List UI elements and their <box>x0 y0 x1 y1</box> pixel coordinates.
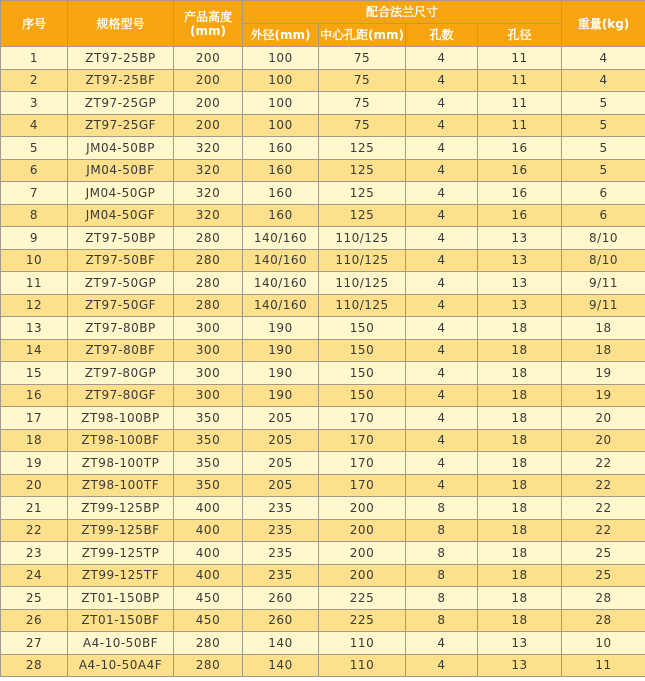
outer-diameter-cell: 140 <box>243 654 319 677</box>
weight-cell: 4 <box>562 47 645 70</box>
height-cell: 300 <box>174 317 243 340</box>
model-cell: JM04-50GP <box>68 182 174 205</box>
hole-count-cell: 4 <box>406 92 478 115</box>
model-cell: ZT97-50GP <box>68 272 174 295</box>
table-row <box>1 474 645 497</box>
height-cell: 350 <box>174 407 243 430</box>
table-row <box>1 429 645 452</box>
header-weight: 重量(kg) <box>562 1 645 47</box>
hole-diameter-cell: 16 <box>478 137 562 160</box>
model-cell: ZT98-100TF <box>68 474 174 497</box>
model-cell: ZT98-100BF <box>68 429 174 452</box>
table-row <box>1 204 645 227</box>
center-distance-cell: 110/125 <box>319 227 406 250</box>
table-row <box>1 137 645 160</box>
hole-count-cell: 4 <box>406 159 478 182</box>
outer-diameter-cell: 160 <box>243 204 319 227</box>
table-row <box>1 587 645 610</box>
weight-cell: 22 <box>562 474 645 497</box>
hole-diameter-cell: 18 <box>478 497 562 520</box>
outer-diameter-cell: 235 <box>243 497 319 520</box>
center-distance-cell: 200 <box>319 497 406 520</box>
hole-count-cell: 4 <box>406 632 478 655</box>
hole-count-cell: 4 <box>406 204 478 227</box>
center-distance-cell: 200 <box>319 519 406 542</box>
seq-cell: 28 <box>1 654 68 677</box>
seq-cell: 18 <box>1 429 68 452</box>
weight-cell: 28 <box>562 609 645 632</box>
seq-cell: 20 <box>1 474 68 497</box>
seq-cell: 23 <box>1 542 68 565</box>
hole-count-cell: 4 <box>406 452 478 475</box>
table-row <box>1 182 645 205</box>
weight-cell: 8/10 <box>562 249 645 272</box>
height-cell: 450 <box>174 609 243 632</box>
table-row <box>1 407 645 430</box>
model-cell: ZT99-125BP <box>68 497 174 520</box>
hole-diameter-cell: 13 <box>478 272 562 295</box>
hole-diameter-cell: 18 <box>478 317 562 340</box>
outer-diameter-cell: 100 <box>243 114 319 137</box>
height-cell: 400 <box>174 542 243 565</box>
height-cell: 280 <box>174 272 243 295</box>
hole-count-cell: 4 <box>406 429 478 452</box>
model-cell: ZT97-50BP <box>68 227 174 250</box>
height-cell: 350 <box>174 452 243 475</box>
outer-diameter-cell: 235 <box>243 519 319 542</box>
center-distance-cell: 170 <box>319 407 406 430</box>
height-cell: 400 <box>174 497 243 520</box>
seq-cell: 14 <box>1 339 68 362</box>
seq-cell: 11 <box>1 272 68 295</box>
hole-count-cell: 4 <box>406 182 478 205</box>
table-row <box>1 339 645 362</box>
model-cell: ZT97-25GP <box>68 92 174 115</box>
weight-cell: 8/10 <box>562 227 645 250</box>
header-hole-diameter: 孔径 <box>478 24 562 47</box>
center-distance-cell: 110/125 <box>319 272 406 295</box>
hole-count-cell: 4 <box>406 137 478 160</box>
hole-diameter-cell: 18 <box>478 564 562 587</box>
height-cell: 200 <box>174 69 243 92</box>
center-distance-cell: 200 <box>319 542 406 565</box>
weight-cell: 11 <box>562 654 645 677</box>
hole-count-cell: 8 <box>406 564 478 587</box>
model-cell: ZT97-80BP <box>68 317 174 340</box>
hole-count-cell: 4 <box>406 294 478 317</box>
hole-diameter-cell: 11 <box>478 114 562 137</box>
center-distance-cell: 125 <box>319 159 406 182</box>
hole-count-cell: 8 <box>406 497 478 520</box>
model-cell: ZT97-80BF <box>68 339 174 362</box>
header-row <box>1 1 645 24</box>
seq-cell: 19 <box>1 452 68 475</box>
seq-cell: 27 <box>1 632 68 655</box>
weight-cell: 22 <box>562 452 645 475</box>
seq-cell: 4 <box>1 114 68 137</box>
weight-cell: 18 <box>562 317 645 340</box>
header-outer-diameter: 外径(mm) <box>243 24 319 47</box>
center-distance-cell: 225 <box>319 587 406 610</box>
hole-diameter-cell: 13 <box>478 249 562 272</box>
hole-count-cell: 4 <box>406 384 478 407</box>
weight-cell: 5 <box>562 159 645 182</box>
weight-cell: 25 <box>562 564 645 587</box>
outer-diameter-cell: 205 <box>243 429 319 452</box>
model-cell: ZT01-150BP <box>68 587 174 610</box>
center-distance-cell: 170 <box>319 429 406 452</box>
model-cell: A4-10-50BF <box>68 632 174 655</box>
outer-diameter-cell: 260 <box>243 587 319 610</box>
hole-diameter-cell: 13 <box>478 227 562 250</box>
height-cell: 200 <box>174 114 243 137</box>
weight-cell: 5 <box>562 92 645 115</box>
table-row <box>1 564 645 587</box>
hole-count-cell: 4 <box>406 339 478 362</box>
model-cell: JM04-50BF <box>68 159 174 182</box>
model-cell: ZT01-150BF <box>68 609 174 632</box>
hole-count-cell: 8 <box>406 609 478 632</box>
hole-count-cell: 4 <box>406 654 478 677</box>
hole-diameter-cell: 11 <box>478 69 562 92</box>
weight-cell: 22 <box>562 497 645 520</box>
model-cell: ZT97-80GP <box>68 362 174 385</box>
center-distance-cell: 150 <box>319 362 406 385</box>
weight-cell: 19 <box>562 362 645 385</box>
outer-diameter-cell: 140/160 <box>243 294 319 317</box>
weight-cell: 20 <box>562 407 645 430</box>
height-cell: 300 <box>174 339 243 362</box>
center-distance-cell: 75 <box>319 69 406 92</box>
hole-diameter-cell: 18 <box>478 587 562 610</box>
seq-cell: 24 <box>1 564 68 587</box>
center-distance-cell: 200 <box>319 564 406 587</box>
weight-cell: 20 <box>562 429 645 452</box>
hole-count-cell: 4 <box>406 69 478 92</box>
hole-diameter-cell: 18 <box>478 474 562 497</box>
hole-count-cell: 4 <box>406 407 478 430</box>
seq-cell: 8 <box>1 204 68 227</box>
table-body <box>1 47 645 677</box>
model-cell: ZT99-125TF <box>68 564 174 587</box>
table-row <box>1 294 645 317</box>
weight-cell: 18 <box>562 339 645 362</box>
hole-diameter-cell: 11 <box>478 92 562 115</box>
outer-diameter-cell: 100 <box>243 69 319 92</box>
hole-diameter-cell: 18 <box>478 407 562 430</box>
height-cell: 400 <box>174 564 243 587</box>
seq-cell: 5 <box>1 137 68 160</box>
table-row <box>1 272 645 295</box>
seq-cell: 9 <box>1 227 68 250</box>
hole-diameter-cell: 13 <box>478 632 562 655</box>
table-row <box>1 632 645 655</box>
outer-diameter-cell: 190 <box>243 317 319 340</box>
outer-diameter-cell: 140/160 <box>243 227 319 250</box>
outer-diameter-cell: 235 <box>243 542 319 565</box>
hole-diameter-cell: 13 <box>478 654 562 677</box>
hole-count-cell: 8 <box>406 542 478 565</box>
seq-cell: 7 <box>1 182 68 205</box>
hole-diameter-cell: 16 <box>478 159 562 182</box>
hole-count-cell: 4 <box>406 249 478 272</box>
outer-diameter-cell: 100 <box>243 47 319 70</box>
center-distance-cell: 150 <box>319 339 406 362</box>
center-distance-cell: 150 <box>319 317 406 340</box>
outer-diameter-cell: 205 <box>243 407 319 430</box>
hole-diameter-cell: 18 <box>478 519 562 542</box>
outer-diameter-cell: 140/160 <box>243 272 319 295</box>
header-seq: 序号 <box>1 1 68 47</box>
height-cell: 450 <box>174 587 243 610</box>
outer-diameter-cell: 190 <box>243 339 319 362</box>
outer-diameter-cell: 100 <box>243 92 319 115</box>
hole-count-cell: 8 <box>406 519 478 542</box>
table-row <box>1 519 645 542</box>
hole-diameter-cell: 16 <box>478 204 562 227</box>
hole-diameter-cell: 18 <box>478 384 562 407</box>
outer-diameter-cell: 205 <box>243 452 319 475</box>
hole-diameter-cell: 18 <box>478 429 562 452</box>
table-row <box>1 452 645 475</box>
model-cell: ZT98-100TP <box>68 452 174 475</box>
height-cell: 280 <box>174 654 243 677</box>
seq-cell: 25 <box>1 587 68 610</box>
weight-cell: 28 <box>562 587 645 610</box>
center-distance-cell: 110/125 <box>319 294 406 317</box>
table-row <box>1 497 645 520</box>
weight-cell: 10 <box>562 632 645 655</box>
seq-cell: 16 <box>1 384 68 407</box>
table-row <box>1 249 645 272</box>
weight-cell: 22 <box>562 519 645 542</box>
height-cell: 400 <box>174 519 243 542</box>
model-cell: JM04-50GF <box>68 204 174 227</box>
table-row <box>1 654 645 677</box>
center-distance-cell: 170 <box>319 474 406 497</box>
hole-count-cell: 4 <box>406 227 478 250</box>
seq-cell: 6 <box>1 159 68 182</box>
table-row <box>1 227 645 250</box>
center-distance-cell: 75 <box>319 92 406 115</box>
model-cell: ZT99-125TP <box>68 542 174 565</box>
height-cell: 300 <box>174 362 243 385</box>
header-model: 规格型号 <box>68 1 174 47</box>
hole-diameter-cell: 18 <box>478 542 562 565</box>
hole-diameter-cell: 16 <box>478 182 562 205</box>
model-cell: ZT97-80GF <box>68 384 174 407</box>
weight-cell: 6 <box>562 182 645 205</box>
model-cell: ZT98-100BP <box>68 407 174 430</box>
hole-diameter-cell: 18 <box>478 362 562 385</box>
outer-diameter-cell: 160 <box>243 137 319 160</box>
weight-cell: 4 <box>562 69 645 92</box>
weight-cell: 19 <box>562 384 645 407</box>
outer-diameter-cell: 260 <box>243 609 319 632</box>
table-row <box>1 362 645 385</box>
weight-cell: 9/11 <box>562 294 645 317</box>
height-cell: 350 <box>174 429 243 452</box>
seq-cell: 3 <box>1 92 68 115</box>
model-cell: ZT97-25BP <box>68 47 174 70</box>
header-height: 产品高度(mm) <box>174 1 243 47</box>
table-row <box>1 542 645 565</box>
seq-cell: 15 <box>1 362 68 385</box>
hole-diameter-cell: 18 <box>478 339 562 362</box>
hole-count-cell: 8 <box>406 587 478 610</box>
height-cell: 320 <box>174 159 243 182</box>
hole-count-cell: 4 <box>406 317 478 340</box>
center-distance-cell: 110 <box>319 654 406 677</box>
height-cell: 350 <box>174 474 243 497</box>
center-distance-cell: 110/125 <box>319 249 406 272</box>
center-distance-cell: 75 <box>319 47 406 70</box>
seq-cell: 12 <box>1 294 68 317</box>
height-cell: 200 <box>174 92 243 115</box>
table-row <box>1 609 645 632</box>
weight-cell: 5 <box>562 114 645 137</box>
seq-cell: 13 <box>1 317 68 340</box>
height-cell: 280 <box>174 227 243 250</box>
seq-cell: 22 <box>1 519 68 542</box>
header-center-distance: 中心孔距(mm) <box>319 24 406 47</box>
model-cell: ZT97-25GF <box>68 114 174 137</box>
center-distance-cell: 125 <box>319 182 406 205</box>
table-row <box>1 92 645 115</box>
outer-diameter-cell: 160 <box>243 182 319 205</box>
outer-diameter-cell: 160 <box>243 159 319 182</box>
weight-cell: 6 <box>562 204 645 227</box>
table-row <box>1 159 645 182</box>
center-distance-cell: 170 <box>319 452 406 475</box>
center-distance-cell: 125 <box>319 204 406 227</box>
center-distance-cell: 225 <box>319 609 406 632</box>
model-cell: ZT97-50BF <box>68 249 174 272</box>
height-cell: 320 <box>174 204 243 227</box>
model-cell: JM04-50BP <box>68 137 174 160</box>
center-distance-cell: 75 <box>319 114 406 137</box>
hole-diameter-cell: 18 <box>478 609 562 632</box>
hole-count-cell: 4 <box>406 272 478 295</box>
hole-diameter-cell: 13 <box>478 294 562 317</box>
hole-count-cell: 4 <box>406 114 478 137</box>
hole-count-cell: 4 <box>406 362 478 385</box>
outer-diameter-cell: 190 <box>243 384 319 407</box>
hole-count-cell: 4 <box>406 474 478 497</box>
header-hole-count: 孔数 <box>406 24 478 47</box>
model-cell: A4-10-50A4F <box>68 654 174 677</box>
hole-diameter-cell: 11 <box>478 47 562 70</box>
weight-cell: 5 <box>562 137 645 160</box>
height-cell: 320 <box>174 182 243 205</box>
center-distance-cell: 110 <box>319 632 406 655</box>
height-cell: 200 <box>174 47 243 70</box>
outer-diameter-cell: 140/160 <box>243 249 319 272</box>
header-flange-group: 配合法兰尺寸 <box>243 1 562 24</box>
height-cell: 300 <box>174 384 243 407</box>
hole-count-cell: 4 <box>406 47 478 70</box>
model-cell: ZT97-50GF <box>68 294 174 317</box>
seq-cell: 1 <box>1 47 68 70</box>
height-cell: 280 <box>174 632 243 655</box>
height-cell: 280 <box>174 294 243 317</box>
hole-diameter-cell: 18 <box>478 452 562 475</box>
seq-cell: 17 <box>1 407 68 430</box>
table-row <box>1 69 645 92</box>
outer-diameter-cell: 235 <box>243 564 319 587</box>
center-distance-cell: 150 <box>319 384 406 407</box>
seq-cell: 26 <box>1 609 68 632</box>
height-cell: 320 <box>174 137 243 160</box>
table-row <box>1 47 645 70</box>
seq-cell: 21 <box>1 497 68 520</box>
weight-cell: 25 <box>562 542 645 565</box>
outer-diameter-cell: 140 <box>243 632 319 655</box>
model-cell: ZT99-125BF <box>68 519 174 542</box>
outer-diameter-cell: 205 <box>243 474 319 497</box>
seq-cell: 2 <box>1 69 68 92</box>
model-cell: ZT97-25BF <box>68 69 174 92</box>
weight-cell: 9/11 <box>562 272 645 295</box>
height-cell: 280 <box>174 249 243 272</box>
table-row <box>1 317 645 340</box>
outer-diameter-cell: 190 <box>243 362 319 385</box>
table-row <box>1 384 645 407</box>
center-distance-cell: 125 <box>319 137 406 160</box>
seq-cell: 10 <box>1 249 68 272</box>
table-row <box>1 114 645 137</box>
